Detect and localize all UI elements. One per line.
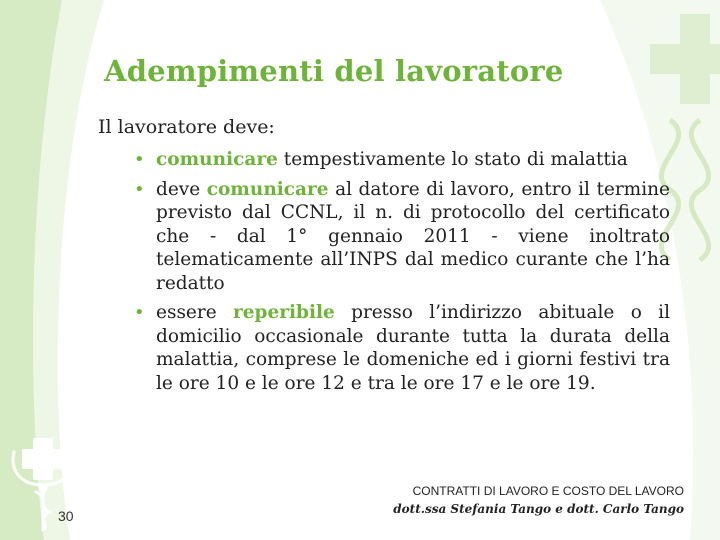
- page-number: 30: [58, 508, 74, 524]
- bullet-dot: •: [134, 149, 145, 170]
- highlighted-term: reperibile: [233, 302, 335, 323]
- bullet-list: [130, 148, 670, 395]
- bullet-text: deve: [156, 178, 207, 200]
- intro-text: Il lavoratore deve:: [98, 116, 275, 138]
- slide-title: Adempimenti del lavoratore: [104, 54, 564, 88]
- bullet-item: [130, 148, 670, 172]
- bullet-text: presso l’indirizzo abituale o il domicilio occasionale durante tutta la durata della malattia, comprese le domeniche ed i giorni festivi tra le ore 10 e le ore 12 e tra le ore 17 e le ore 19.: [156, 302, 670, 394]
- highlighted-term: comunicare: [206, 178, 329, 200]
- bullet-dot: •: [134, 302, 145, 323]
- bullet-text: essere: [156, 302, 234, 323]
- footer-authors: dott.ssa Stefania Tango e dott. Carlo Tango: [393, 502, 684, 516]
- bullet-text: al datore di lavoro, entro il termine previsto dal CCNL, il n. di protocollo del certificato che - dal 1° gennaio 2011 - viene inoltrato telematicamente all’INPS dal medico curante che l’ha redatto: [156, 178, 670, 294]
- bullet-text: tempestivamente lo stato di malattia: [277, 149, 628, 170]
- bullet-dot: •: [134, 178, 145, 200]
- highlighted-term: comunicare: [156, 149, 278, 170]
- bullet-item: [130, 178, 670, 296]
- bullet-item: [130, 301, 670, 395]
- footer-course: CONTRATTI DI LAVORO E COSTO DEL LAVORO: [412, 484, 684, 498]
